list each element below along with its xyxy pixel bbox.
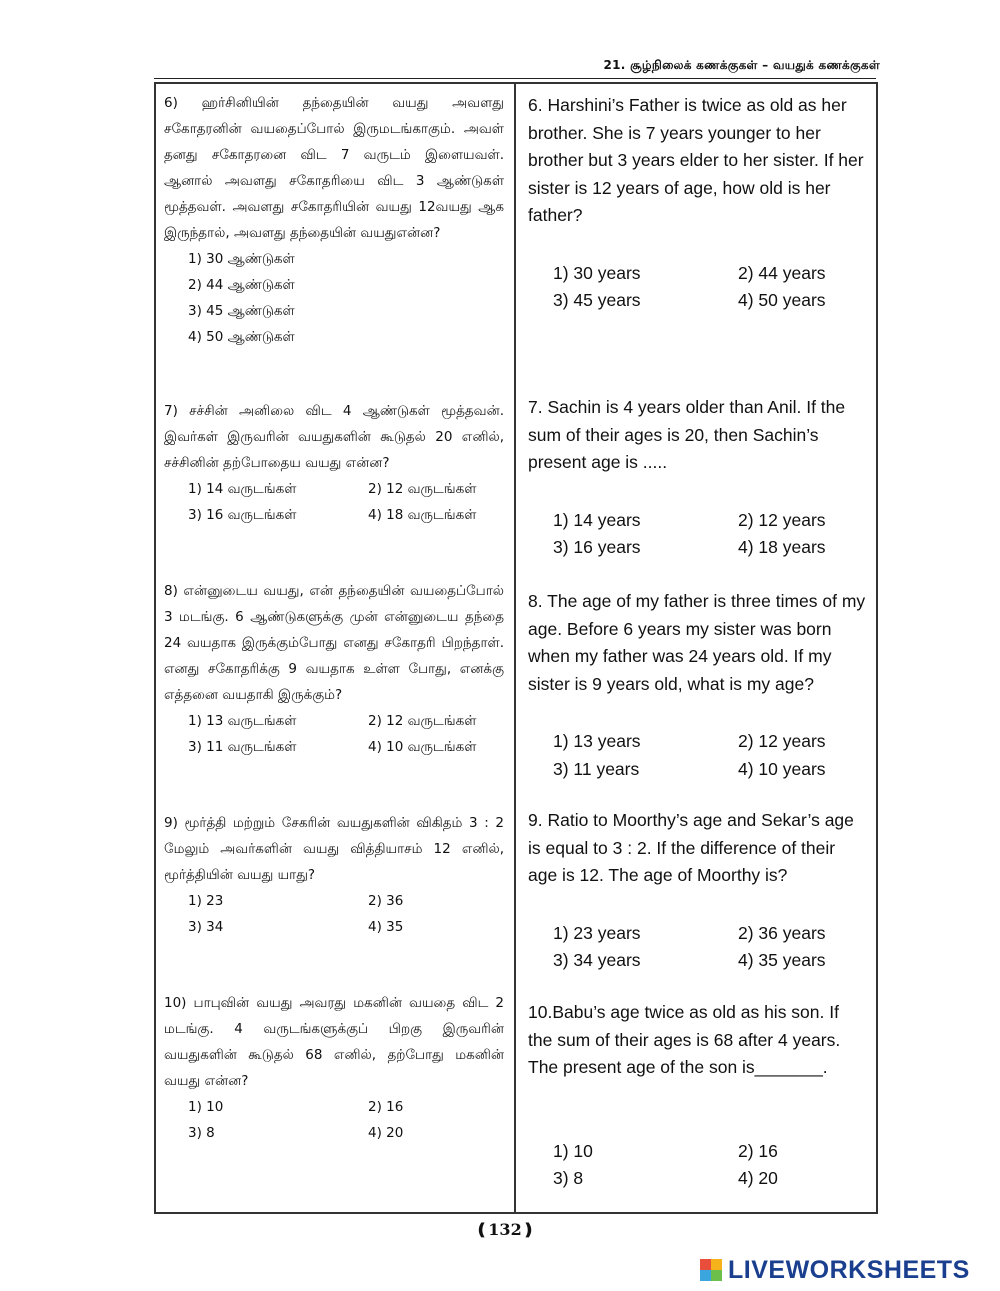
logo-tile [711,1270,722,1281]
options [164,476,504,528]
options [164,708,504,760]
option-1[interactable]: 1) 23 [188,893,224,909]
option-4[interactable]: 4) 10 வருடங்கள் [368,739,477,755]
logo-tile [700,1259,711,1270]
option-1[interactable]: 1) 13 years [553,731,641,751]
option-4[interactable]: 4) 35 years [738,950,826,970]
options [528,920,868,975]
option-4[interactable]: 4) 50 years [738,290,826,310]
question-10-english [528,999,868,1193]
page-number [470,1220,540,1239]
options [164,246,504,350]
page-number-right-bracket: ❫ [521,1220,536,1239]
option-2[interactable]: 2) 12 வருடங்கள் [368,481,477,497]
option-3[interactable]: 3) 16 years [553,537,641,557]
option-1[interactable]: 1) 30 years [553,262,641,283]
option-1[interactable]: 1) 10 [188,1099,224,1115]
liveworksheets-logo-icon [700,1259,722,1281]
option-2[interactable]: 2) 12 years [738,731,826,751]
question-table [154,82,878,1214]
logo-tile [711,1259,722,1270]
option-3[interactable]: 3) 16 வருடங்கள் [188,507,297,523]
question-text: 10.Babu’s age twice as old as his son. If the sum of their ages is 68 after 4 years. The present age of the son is_______. [528,1002,841,1077]
question-7-tamil [164,398,504,528]
question-text: 7) சச்சின் அனிலை விட 4 ஆண்டுகள் மூத்தவன். இவர்கள் இருவரின் வயதுகளின் கூடுதல் 20 எனில், சச்சினின் தற்போதைய வயது என்ன? [164,403,504,471]
logo-tile [700,1270,711,1281]
option-4[interactable]: 4) 18 years [738,537,826,557]
question-8-english [528,588,868,783]
question-9-english [528,807,868,975]
page-header-title: 21. சூழ்நிலைக் கணக்குகள் – வயதுக் கணக்குகள் [603,58,880,72]
option-2[interactable]: 2) 12 years [738,509,826,530]
option-3[interactable]: 3) 11 வருடங்கள் [188,739,297,755]
column-divider [514,84,516,1212]
question-6-english [528,92,868,315]
option-4[interactable]: 4) 10 years [738,758,826,779]
option-1[interactable]: 1) 14 வருடங்கள் [188,481,297,497]
option-2[interactable]: 2) 16 [368,1099,404,1115]
option-2[interactable]: 2) 44 years [738,262,826,283]
option-1[interactable]: 1) 23 years [553,922,641,943]
option-4[interactable]: 4) 20 [738,1168,778,1188]
page-number-left-bracket: ❪ [474,1220,489,1239]
page-number-value: 132 [488,1220,522,1239]
option-3[interactable]: 3) 45 years [553,290,641,310]
option-2[interactable]: 2) 36 years [738,922,826,943]
liveworksheets-wordmark: LIVEWORKSHEETS [728,1255,970,1284]
question-text: 9. Ratio to Moorthy’s age and Sekar’s age is equal to 3 : 2. If the difference of their age is 12. The age of Moorthy is? [528,810,854,885]
option-2[interactable]: 2) 12 வருடங்கள் [368,713,477,729]
options [164,1094,504,1146]
options [528,507,868,562]
question-text: 10) பாபுவின் வயது அவரது மகனின் வயதை விட 2 மடங்கு. 4 வருடங்களுக்குப் பிறகு இருவரின் வயதுகளின் கூடுதல் 68 எனில், தற்போது மகனின் வயது என்ன? [164,995,504,1089]
options [164,888,504,940]
option-3[interactable]: 3) 11 years [553,758,640,779]
question-text: 6) ஹர்சினியின் தந்தையின் வயது அவளது சகோதரனின் வயதைப்போல் இருமடங்காகும். அவள் தனது சகோதரனை விட 7 வருடம் இளையவள். ஆனால் அவளது சகோதரியை விட 3 ஆண்டுகள் மூத்தவள். அவளது சகோதரியின் வயது 12வயது ஆக இருந்தால், அவளது தந்தையின் வயதுஎன்ன? [164,95,504,241]
question-6-tamil [164,90,504,350]
option-3[interactable]: 3) 34 [188,919,224,935]
option-1[interactable]: 1) 14 years [553,509,641,530]
question-text: 7. Sachin is 4 years older than Anil. If the sum of their ages is 20, then Sachin’s present age is ..... [528,397,846,472]
option-3[interactable]: 3) 8 [553,1168,584,1188]
option-1[interactable]: 1) 10 [553,1140,593,1161]
question-7-english [528,394,868,562]
header-rule [154,78,876,79]
options [528,1138,868,1193]
liveworksheets-brand [700,1255,970,1285]
options [528,728,868,783]
question-text: 6. Harshini’s Father is twice as old as her brother. She is 7 years younger to her brother but 3 years elder to her sister. If her sister is 12 years of age, how old is her father? [528,95,864,225]
option-2[interactable]: 2) 16 [738,1140,778,1161]
question-8-tamil [164,578,504,760]
question-text: 8. The age of my father is three times of my age. Before 6 years my sister was born when my father was 24 years old. If my sister is 9 years old, what is my age? [528,591,866,694]
option-4[interactable]: 4) 50 ஆண்டுகள் [188,329,295,345]
option-4[interactable]: 4) 35 [368,919,404,935]
options [528,260,868,315]
option-4[interactable]: 4) 20 [368,1125,404,1141]
question-text: 9) மூர்த்தி மற்றும் சேகரின் வயதுகளின் விகிதம் 3 : 2 மேலும் அவர்களின் வயது வித்தியாசம் 12 எனில், மூர்த்தியின் வயது யாது? [164,815,504,883]
question-9-tamil [164,810,504,940]
question-text: 8) என்னுடைய வயது, என் தந்தையின் வயதைப்போல் 3 மடங்கு. 6 ஆண்டுகளுக்கு முன் என்னுடைய தந்தை 24 வயதாக இருக்கும்போது எனது சகோதரி பிறந்தாள். எனது சகோதரிக்கு 9 வயதாக உள்ள போது, எனக்கு எத்தனை வயதாகி இருக்கும்? [164,583,504,703]
option-1[interactable]: 1) 30 ஆண்டுகள் [188,251,295,267]
option-3[interactable]: 3) 34 years [553,950,641,970]
option-2[interactable]: 2) 44 ஆண்டுகள் [188,277,295,293]
option-3[interactable]: 3) 8 [188,1125,215,1141]
option-1[interactable]: 1) 13 வருடங்கள் [188,713,297,729]
option-4[interactable]: 4) 18 வருடங்கள் [368,507,477,523]
option-2[interactable]: 2) 36 [368,893,404,909]
question-10-tamil [164,990,504,1146]
option-3[interactable]: 3) 45 ஆண்டுகள் [188,303,295,319]
